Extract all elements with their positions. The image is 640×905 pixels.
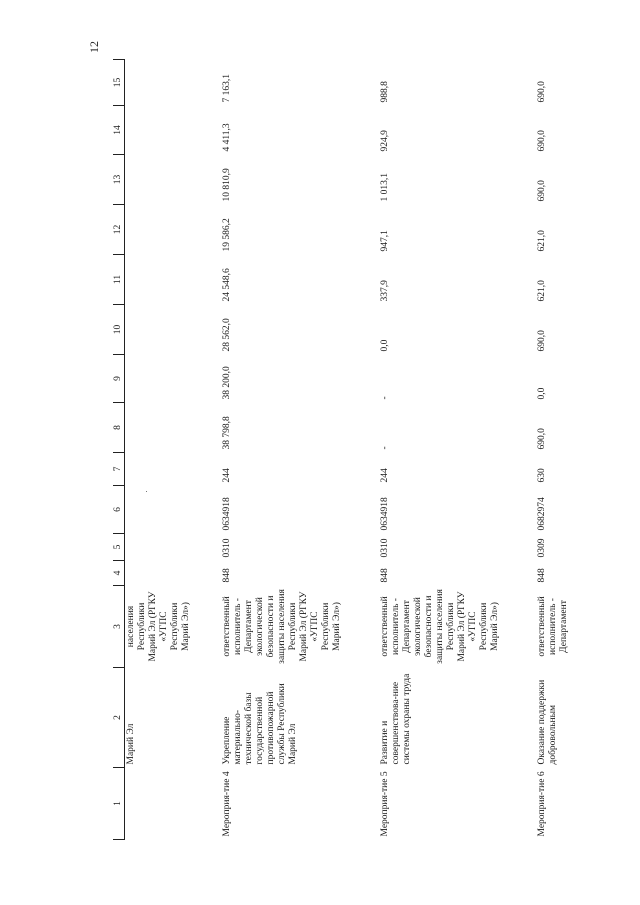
cell-value: 1 013,1 [380, 173, 391, 202]
cell-value: 4 411,3 [222, 123, 233, 152]
cell-value: 621,0 [537, 280, 548, 302]
col-num-15: 15 [113, 60, 124, 106]
col-num-1: 1 [113, 768, 124, 840]
cell-executor: ответственный исполнитель - Департамент [537, 596, 570, 657]
cell-rzpr: 0310 [222, 538, 233, 558]
cell-value [124, 255, 221, 305]
cell-executor: ответственный исполнитель - Департамент экологической безопасности и защиты населения Республики Марий Эл (РГКУ «УГПС Республики Марий Эл») [222, 589, 342, 664]
cell-value: 24 548,6 [222, 268, 233, 302]
cell-value: 28 562,0 [222, 318, 233, 352]
cell-value: 0,0 [380, 339, 391, 352]
cell-grbs: 848 [380, 568, 391, 583]
table-row [221, 60, 379, 840]
cell-value: 7 163,1 [222, 74, 233, 103]
table-row [379, 60, 536, 840]
col-num-5: 5 [113, 534, 124, 561]
col-num-9: 9 [113, 355, 124, 403]
cell-grbs: 848 [537, 568, 548, 583]
cell-value: 690,0 [537, 130, 548, 152]
cell-event: Мероприя-тие 5 [380, 771, 391, 837]
cell-vr [124, 453, 221, 486]
cell-value [124, 305, 221, 355]
cell-vr: 630 [537, 468, 548, 483]
cell-value: 10 810,9 [222, 168, 233, 202]
cell-rzpr [124, 534, 221, 561]
cell-rzpr: 0309 [537, 538, 548, 558]
cell-value [124, 60, 221, 106]
cell-vr: 244 [380, 468, 391, 483]
table-row [536, 60, 596, 840]
col-num-12: 12 [113, 205, 124, 255]
cell-csr [124, 486, 221, 534]
cell-value: 947,1 [380, 230, 391, 252]
cell-csr: 0634918 [380, 497, 391, 531]
cell-value [124, 205, 221, 255]
cell-value [124, 155, 221, 205]
table-row [124, 60, 221, 840]
cell-value: 0,0 [537, 387, 548, 400]
cell-value: 924,9 [380, 130, 391, 152]
cell-event [124, 768, 221, 840]
cell-rzpr: 0310 [380, 538, 391, 558]
cell-name: Оказание поддержки добровольным [537, 679, 559, 765]
cell-grbs: 848 [222, 568, 233, 583]
cell-value: 38 200,0 [222, 366, 233, 400]
cell-value: 19 586,2 [222, 218, 233, 252]
cell-value: - [380, 446, 391, 450]
cell-name: Укрепление материально-технической базы государственной противопожарной службы Республики Марий Эл [222, 683, 298, 765]
cell-value [124, 403, 221, 453]
cell-vr: 244 [222, 468, 233, 483]
col-num-4: 4 [113, 561, 124, 586]
cell-value: 690,0 [537, 428, 548, 450]
cell-value: 988,8 [380, 81, 391, 103]
cell-value: 690,0 [537, 180, 548, 202]
column-number-row [113, 60, 124, 840]
cell-executor: населения Республики Марий Эл (РГКУ «УГПС Республики Марий Эл») [125, 591, 191, 662]
cell-value: 621,0 [537, 230, 548, 252]
cell-value: 38 798,8 [222, 416, 233, 450]
col-num-8: 8 [113, 403, 124, 453]
cell-name: Развитие и совершенствова-ние системы охраны труда [380, 673, 413, 765]
cell-value [124, 106, 221, 155]
cell-event: Мероприя-тие 6 [537, 771, 548, 837]
col-num-2: 2 [113, 668, 124, 768]
col-num-6: 6 [113, 486, 124, 534]
budget-table [113, 59, 596, 840]
col-num-10: 10 [113, 305, 124, 355]
cell-executor: ответственный исполнитель - Департамент экологической безопасности и защиты населения Республики Марий Эл (РГКУ «УГПС Республики Марий Эл») [380, 589, 500, 664]
cell-csr: 0634918 [222, 497, 233, 531]
cell-value: 337,9 [380, 280, 391, 302]
col-num-3: 3 [113, 586, 124, 668]
cell-value: 690,0 [537, 330, 548, 352]
col-num-14: 14 [113, 106, 124, 155]
cell-csr: 0682974 [537, 497, 548, 531]
cell-value: 690,0 [537, 81, 548, 103]
cell-grbs [124, 561, 221, 586]
cell-value: - [380, 396, 391, 400]
page-number: 12 [87, 41, 101, 53]
cell-event: Мероприя-тие 4 [222, 771, 233, 837]
cell-value [124, 355, 221, 403]
cell-name: Марий Эл [125, 723, 136, 765]
col-num-11: 11 [113, 255, 124, 305]
col-num-7: 7 [113, 453, 124, 486]
col-num-13: 13 [113, 155, 124, 205]
